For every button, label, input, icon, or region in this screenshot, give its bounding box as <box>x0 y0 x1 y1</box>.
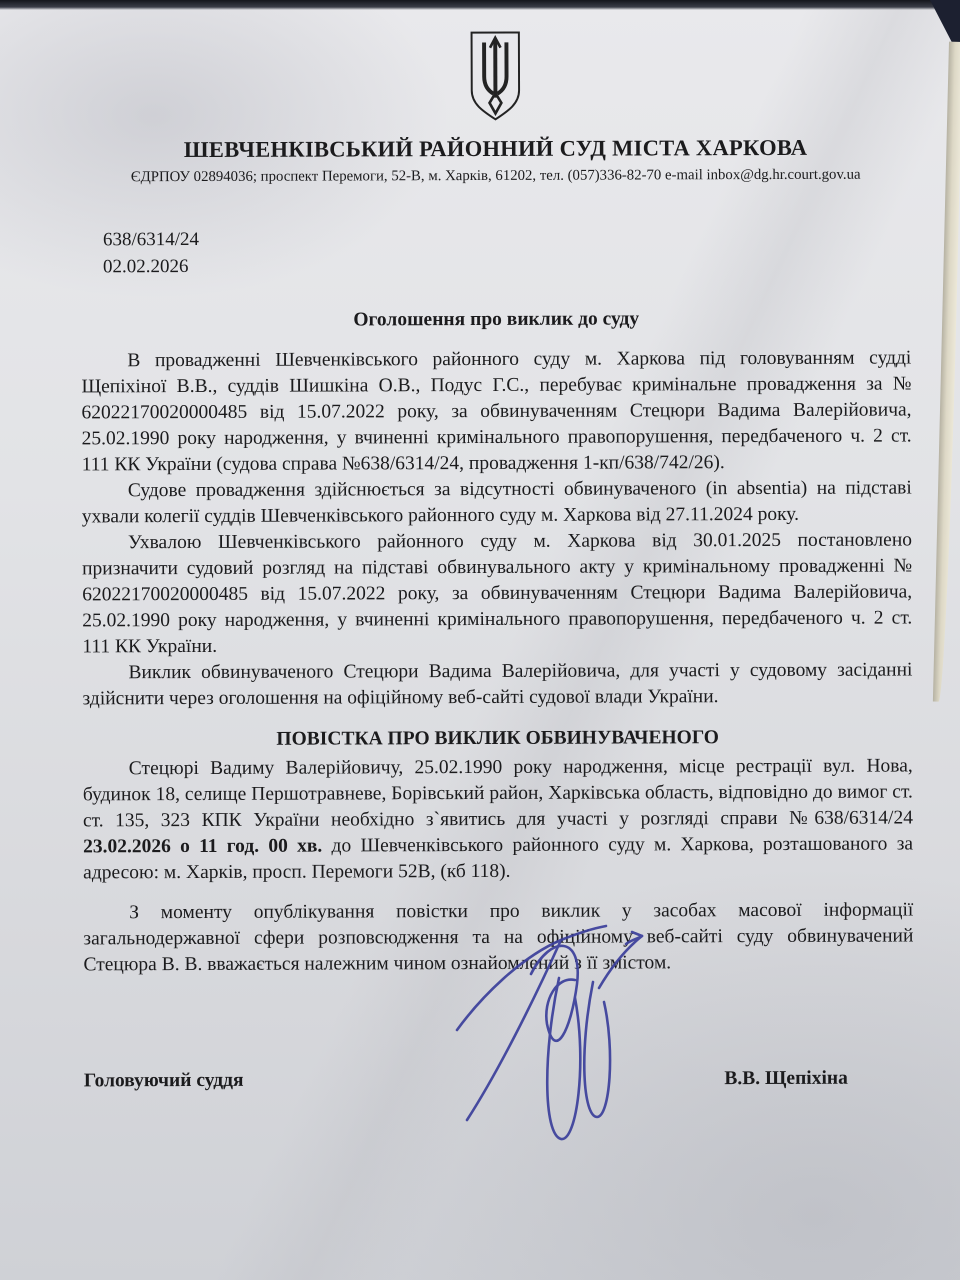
judge-role-label: Головуючий суддя <box>83 1069 244 1092</box>
announcement-paragraph-2: Судове провадження здійснюється за відсутності обвинуваченого (in absentia) на підставі ухвали колегії суддів Шевченківського районного суду м. Харкова від 27.11.2024 року. <box>81 477 912 528</box>
summons-text-before: Стецюрі Вадиму Валерійовичу, 25.02.1990 року народження, місце рестрації вул. Нова, будинок 18, селище Першотравневе, Борівський район, Харківська область, відповідно до вимог ст. ст. 135, 323 КПК України необхідно з`явитись для участі у розгляді справи №638/6314/24 <box>82 755 913 832</box>
announcement-paragraph-4: Виклик обвинуваченого Стецюри Вадима Валерійовича, для участі у судовому засіданні здійснити через оголошення на офіційному веб-сайті судової влади України. <box>82 659 913 710</box>
court-details: ЄДРПОУ 02894036; проспект Перемоги, 52-В, м. Харків, 61202, тел. (057)336-82-70 e-mail inbox@dg.hr.court.gov.ua <box>130 166 861 186</box>
hearing-datetime: 23.02.2026 о 11 год. 00 хв. <box>83 835 323 858</box>
summons-paragraph <box>83 753 913 886</box>
announcement-paragraph-3: Ухвалою Шевченківського районного суду м. Харкова від 30.01.2025 постановлено призначити судовий розгляд на підставі обвинувального акту у кримінальному провадженні № 62022170020000485 від 15.07.2022 року, за обвинуваченням Стецюри Вадима Валерійовича, 25.02.1990 року народження, у вчиненні кримінального правопорушення, передбаченого ч. 2 ст. 111 КК України. <box>82 529 913 658</box>
signature-row <box>84 1067 914 1092</box>
announcement-title: Оголошення про виклик до суду <box>353 308 640 331</box>
court-name: ШЕВЧЕНКІВСЬКИЙ РАЙОННИЙ СУД МІСТА ХАРКОВА <box>183 134 808 163</box>
document-date: 02.02.2026 <box>102 256 189 278</box>
summons-title: ПОВІСТКА ПРО ВИКЛИК ОБВИНУВАЧЕНОГО <box>276 727 719 750</box>
ukraine-trident-emblem <box>460 30 530 122</box>
case-block <box>103 223 911 280</box>
judge-name: В.В. Щепіхіна <box>724 1067 848 1090</box>
photo-top-edge <box>0 0 960 10</box>
case-number: 638/6314/24 <box>102 228 200 251</box>
announcement-body <box>81 345 913 978</box>
summons-text-after: до Шевченківського районного суду м. Харкова, розташованого за адресою: м. Харків, просп. Перемоги 52В, (кб 118). <box>83 833 914 884</box>
announcement-paragraph-1: В провадженні Шевченківського районного суду м. Харкова під головуванням судді Щепіхіної В.В., суддів Шишкіна О.В., Подус Г.С., перебуває кримінальне провадження за № 62022170020000485 від 15.07.2022 року, за обвинуваченням Стецюри Вадима Валерійовича, 25.02.1990 року народження, у вчиненні кримінального правопорушення, передбаченого ч. 2 ст. 111 КК України (судова справа №638/6314/24, провадження 1-кп/638/742/26). <box>81 347 912 476</box>
notice-paragraph: З моменту опублікування повістки про виклик у засобах масової інформації загальнодержавної сфери розповсюдження та на офіційному веб-сайті суду обвинувачений Стецюра В. В. вважається належним чином ознайомлений з її змістом. <box>83 899 914 976</box>
